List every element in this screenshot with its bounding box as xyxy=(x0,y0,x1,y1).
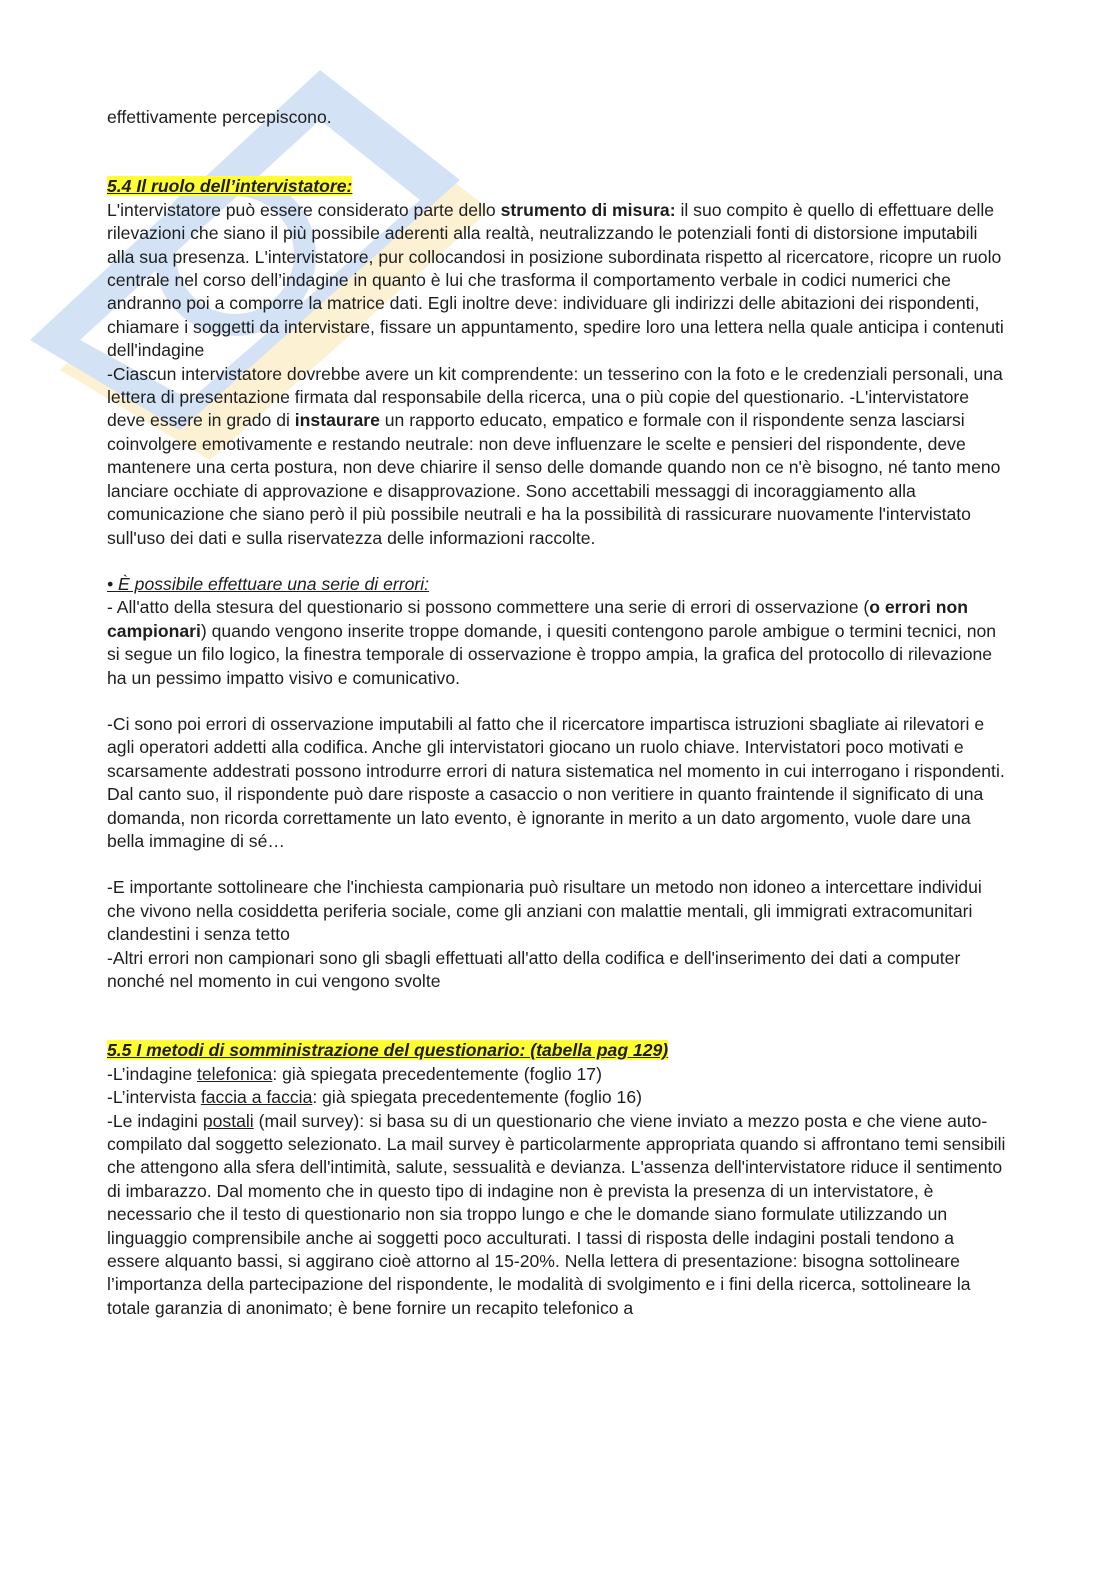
bold-errori-non-campionari: o errori non campionari xyxy=(107,597,968,641)
paragraph-ruolo: L'intervistatore può essere considerato parte dello strumento di misura: il suo compito è quello di effettuare delle rilevazioni che siano il più possibile aderenti alla realtà, neutralizzando le potenziali fonti di distorsione imputabili alla sua presenza. L'intervistatore, pur collocandosi in posizione subordinata rispetto al ricercatore, ricopre un ruolo centrale nel corso dell’indagine in quanto è lui che trasforma il comportamento verbale in codici numerici che andranno poi a comporre la matrice dati. Egli inoltre deve: individuare gli indirizzi delle abitazioni dei rispondenti, chiamare i soggetti da intervistare, fissare un appuntamento, spedire loro una lettera nella quale anticipa i contenuti dell'indagine xyxy=(107,199,1004,361)
section-heading-5-4: 5.4 Il ruolo dell’intervistatore: xyxy=(107,176,353,197)
section-heading-5-5: 5.5 I metodi di somministrazione del questionario: (tabella pag 129) xyxy=(107,1040,669,1061)
paragraph-errori-1: - All'atto della stesura del questionario si possono commettere una serie di errori di osservazione (o errori non campionari) quando vengono inserite troppe domande, i quesiti contengono parole ambigue o termini tecnici, non si segue un filo logico, la finestra temporale di osservazione è troppo ampia, la grafica del protocollo di rilevazione ha un pessimo impatto visivo e comunicativo. xyxy=(107,597,997,688)
paragraph-errori-2: -Ci sono poi errori di osservazione imputabili al fatto che il ricercatore impartisca istruzioni sbagliate ai rilevatori e agli operatori addetti alla codifica. Anche gli intervistatori giocano un ruolo chiave. Intervistatori poco motivati e scarsamente addestrati possono introdurre errori di natura sistematica nel momento in cui interrogano i rispondenti. Dal canto suo, il rispondente può dare risposte a casaccio o non veritiere in quanto fraintende il significato di una domanda, non ricorda correttamente un lato evento, è ignorante in merito a un dato argomento, vuole dare una bella immagine di sé… xyxy=(107,713,1005,851)
errors-subheading: • È possibile effettuare una serie di errori: xyxy=(107,573,430,594)
list-item-faccia: -L’intervista faccia a faccia: già spiegata precedentemente (foglio 16) xyxy=(107,1087,642,1108)
document-body xyxy=(107,106,1007,1320)
paragraph-errori-3: -E importante sottolineare che l'inchiesta campionaria può risultare un metodo non idoneo a intercettare individui che vivono nella cosiddetta periferia sociale, come gli anziani con malattie mentali, gli immigrati extracomunitari clandestini i senza tetto xyxy=(107,877,982,945)
paragraph-kit: -Ciascun intervistatore dovrebbe avere un kit comprendente: un tesserino con la foto e le credenziali personali, una lettera di presentazione firmata dal responsabile della ricerca, una o più copie del questionario. -L'intervistatore deve essere in grado di instaurare un rapporto educato, empatico e formale con il rispondente senza lasciarsi coinvolgere emotivamente e restando neutrale: non deve influenzare le scelte e pensieri del rispondente, deve mantenere una certa postura, non deve chiarire il senso delle domande quando non ce n'è bisogno, né tanto meno lanciare occhiate di approvazione e disapprovazione. Sono accettabili messaggi di incoraggiamento alla comunicazione che siano però il più possibile neutrali e ha la possibilità di rassicurare nuovamente l'intervistato sull'uso dei dati e sulla riservatezza delle informazioni raccolte. xyxy=(107,363,1003,548)
intro-line: effettivamente percepiscono. xyxy=(107,107,332,127)
bold-strumento: strumento di misura: xyxy=(500,199,676,220)
list-item-telefonica: -L’indagine telefonica: già spiegata precedentemente (foglio 17) xyxy=(107,1063,602,1084)
paragraph-errori-4: -Altri errori non campionari sono gli sbagli effettuati all'atto della codifica e dell'inserimento dei dati a computer nonché nel momento in cui vengono svolte xyxy=(107,947,961,991)
list-item-postali: -Le indagini postali (mail survey): si basa su di un questionario che viene inviato a mezzo posta e che viene auto-compilato dal soggetto selezionato. La mail survey è particolarmente appropriata quando si affrontano temi sensibili che attengono alla sfera dell'intimità, salute, sessualità e devianza. L'assenza dell'intervistatore riduce il sentimento di imbarazzo. Dal momento che in questo tipo di indagine non è prevista la presenza di un intervistatore, è necessario che il testo di questionario non sia troppo lungo e che le domande siano formulate utilizzando un linguaggio comprensibile anche ai soggetti poco acculturati. I tassi di risposta delle indagini postali tendono a essere alquanto bassi, si aggirano cioè attorno al 15-20%. Nella lettera di presentazione: bisogna sottolineare l’importanza della partecipazione del rispondente, le modalità di svolgimento e i fini della ricerca, sottolineare la totale garanzia di anonimato; è bene fornire un recapito telefonico a xyxy=(107,1110,1006,1318)
bold-instaurare: instaurare xyxy=(294,410,380,431)
